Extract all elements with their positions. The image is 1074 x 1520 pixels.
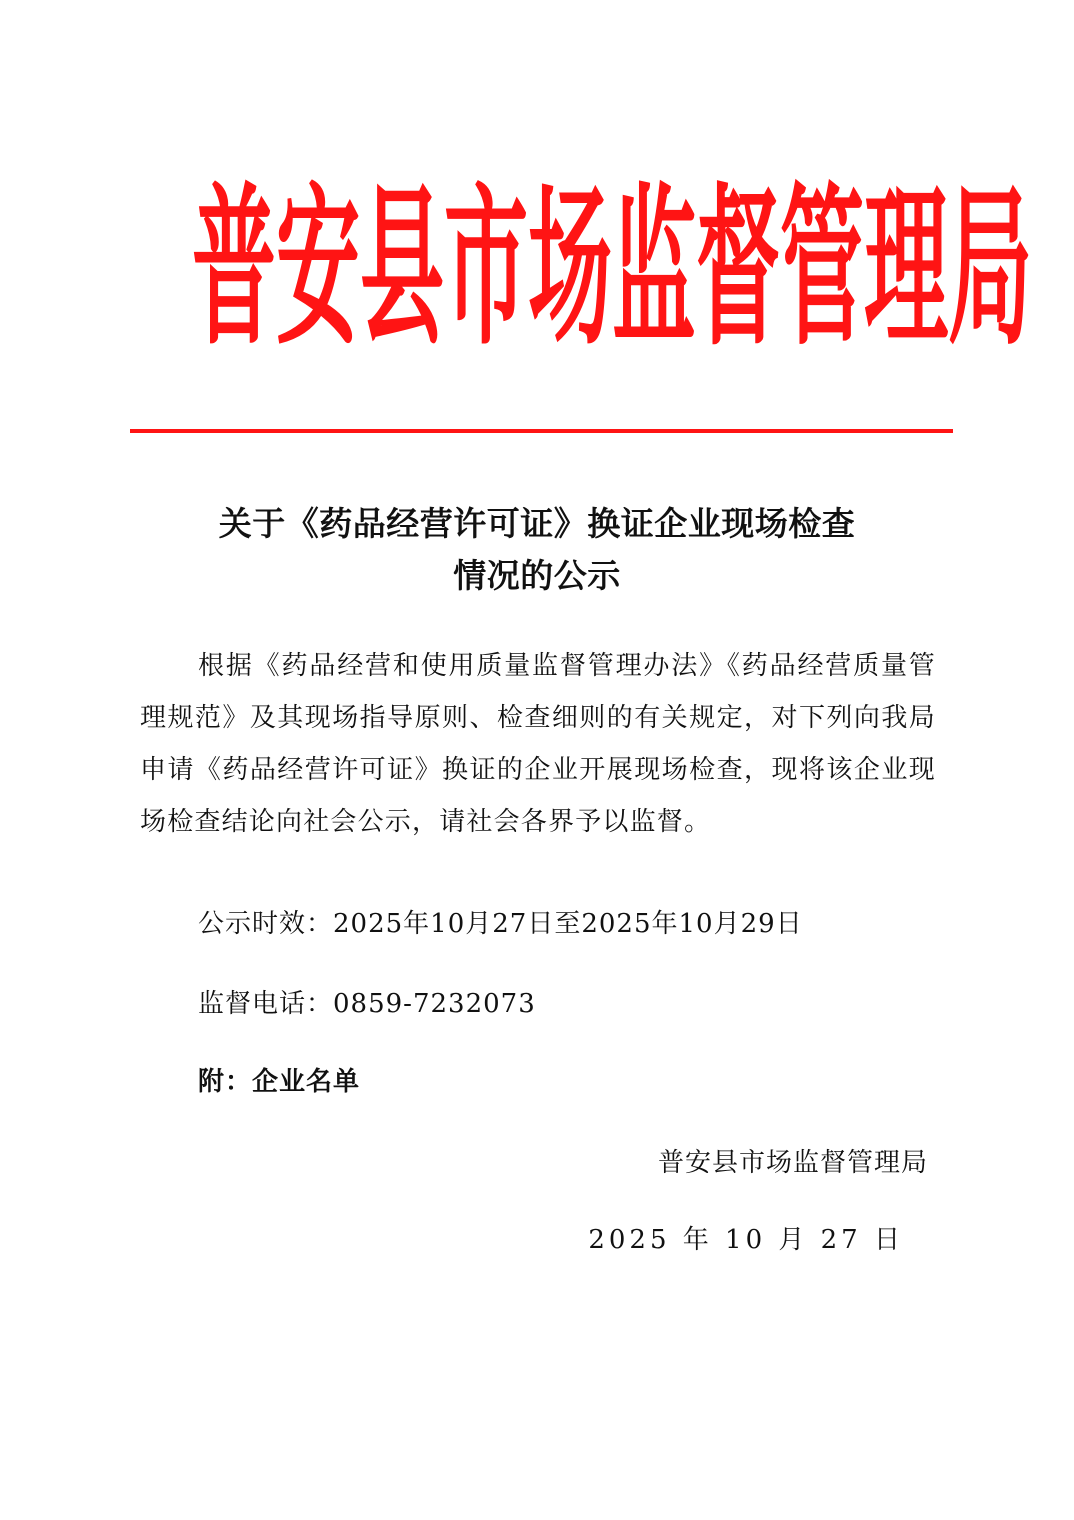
masthead-char: 县 [360,167,445,369]
supervision-phone-value: 0859-7232073 [333,989,536,1019]
issue-date: 2025 年 10 月 27 日 [588,1225,904,1255]
masthead-char: 监 [612,167,697,369]
body-paragraph: 根据《药品经营和使用质量监督管理办法》《药品经营质量管理规范》及其现场指导原则、检查细则的有关规定，对下列向我局申请《药品经营许可证》换证的企业开展现场检查，现将该企业现场检查结论向社会公示，请社会各界予以监督。 [140,651,936,837]
red-divider-rule [130,429,953,433]
masthead-char: 场 [528,167,613,369]
supervision-phone-label: 监督电话： [198,989,334,1019]
publicity-period-value: 2025年10月27日至2025年10月29日 [333,909,803,939]
masthead-char: 局 [948,167,1033,369]
publicity-period [198,903,803,940]
supervision-phone [198,983,536,1020]
masthead-char: 管 [780,167,865,369]
masthead-char: 市 [444,167,529,369]
publicity-period-label: 公示时效： [198,909,334,939]
masthead-char: 理 [864,167,949,369]
masthead-char: 督 [696,167,781,369]
notice-title [140,498,934,602]
notice-title-line-1: 关于《药品经营许可证》换证企业现场检查 [218,504,856,543]
masthead-title [192,167,1033,369]
issuing-organization: 普安县市场监督管理局 [657,1148,928,1178]
masthead-char: 普 [192,167,277,369]
attachment-note: 附：企业名单 [198,1067,361,1097]
masthead-char: 安 [276,167,361,369]
notice-title-line-2: 情况的公示 [453,556,621,595]
